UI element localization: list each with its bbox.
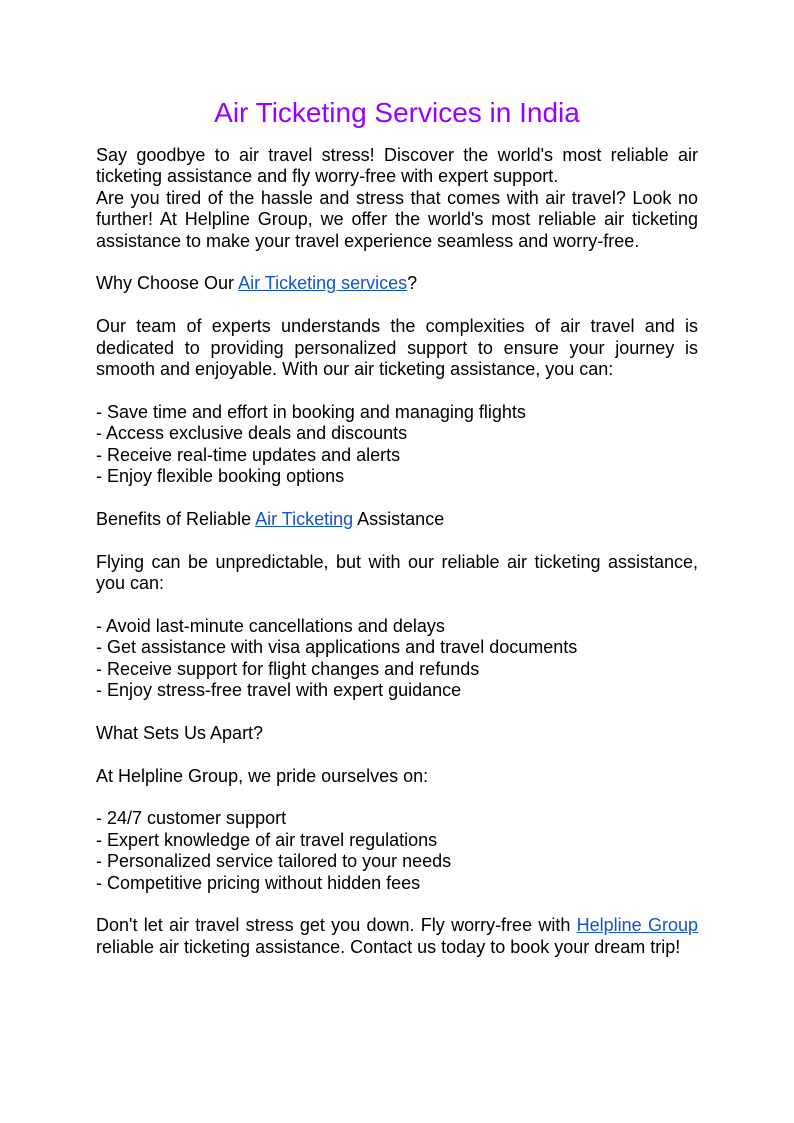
list-item: - Receive real-time updates and alerts (96, 444, 401, 465)
benefits-heading (96, 509, 698, 530)
benefits-prefix: Benefits of Reliable (96, 508, 256, 529)
why-choose-prefix: Why Choose Our (96, 273, 239, 294)
intro-paragraph-1: Say goodbye to air travel stress! Discover the world's most reliable air ticketing assistance and fly worry-free with expert support. (96, 145, 698, 187)
page-title: Air Ticketing Services in India (214, 97, 580, 128)
list-item: - Enjoy flexible booking options (96, 466, 345, 487)
closing-prefix: Don't let air travel stress get you down. Fly worry-free with (96, 915, 577, 936)
air-ticketing-link[interactable]: Air Ticketing (255, 508, 354, 529)
why-choose-heading (96, 273, 698, 294)
list-item: - Enjoy stress-free travel with expert guidance (96, 680, 462, 701)
list-item: - Get assistance with visa applications and travel documents (96, 637, 578, 658)
list-item: - Access exclusive deals and discounts (96, 423, 408, 444)
helpline-group-link[interactable]: Helpline Group (576, 915, 699, 936)
list-item: - Personalized service tailored to your needs (96, 851, 452, 872)
sets-apart-heading: What Sets Us Apart? (96, 722, 264, 743)
document-body (96, 145, 698, 958)
intro-paragraph-2: Are you tired of the hassle and stress that comes with air travel? Look no further! At Helpline Group, we offer the world's most reliable air ticketing assistance to make your travel experience seamless and worry-free. (96, 187, 698, 251)
flying-paragraph: Flying can be unpredictable, but with our reliable air ticketing assistance, you can: (96, 551, 698, 594)
list-item: - Avoid last-minute cancellations and delays (96, 615, 445, 636)
benefits-suffix: Assistance (353, 508, 445, 529)
document-page (96, 0, 698, 958)
why-choose-suffix: ? (407, 273, 418, 294)
closing-suffix: reliable air ticketing assistance. Contact us today to book your dream trip! (96, 936, 681, 957)
team-paragraph: Our team of experts understands the complexities of air travel and is dedicated to providing personalized support to ensure your journey is smooth and enjoyable. With our air ticketing assistance, you can: (96, 316, 698, 380)
air-ticketing-services-link[interactable]: Air Ticketing services (238, 273, 408, 294)
list-item: - 24/7 customer support (96, 808, 287, 829)
closing-paragraph (96, 915, 698, 958)
list-item: - Receive support for flight changes and refunds (96, 658, 480, 679)
list-item: - Competitive pricing without hidden fees (96, 872, 421, 893)
pride-paragraph: At Helpline Group, we pride ourselves on: (96, 765, 429, 786)
list-item: - Save time and effort in booking and managing flights (96, 401, 526, 422)
list-item: - Expert knowledge of air travel regulations (96, 829, 438, 850)
